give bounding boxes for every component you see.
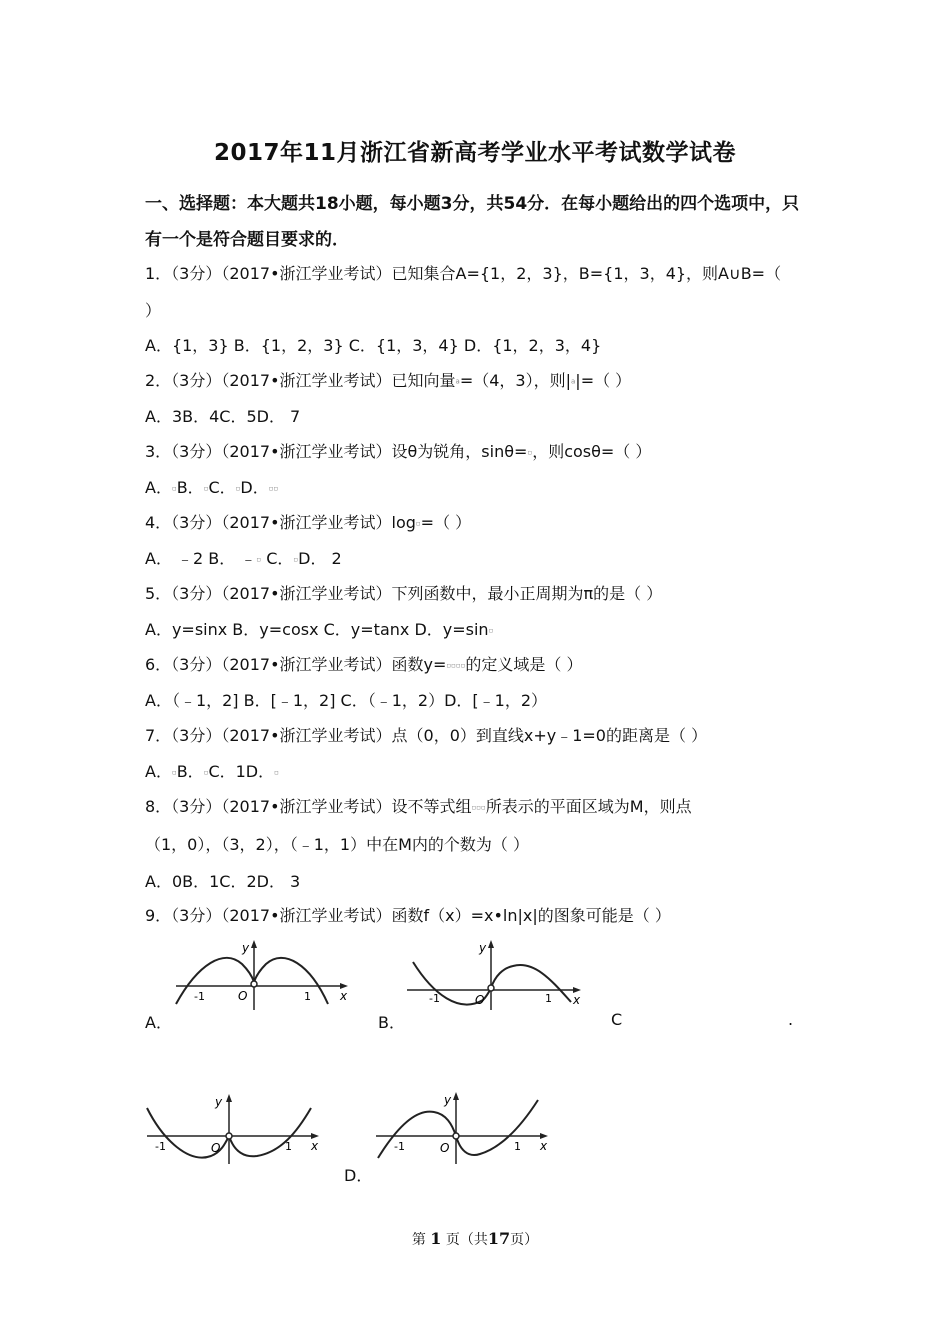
axis-x-label: x — [311, 1139, 319, 1153]
formula-image: ▫ — [171, 768, 177, 777]
question-7: 7．（3分）（2017•浙江学业考试）点（0，0）到直线x+y﹣1=0的距离是（ ） — [145, 726, 708, 745]
tick-1: 1 — [285, 1140, 292, 1153]
page-footer: 第 1 页（共17页） — [411, 1229, 539, 1248]
question-9: 9．（3分）（2017•浙江学业考试）函数f（x）=x•ln|x|的图象可能是（ ） — [145, 906, 671, 925]
vector-a-image: a — [571, 377, 576, 386]
option-b-label: B． — [378, 1013, 405, 1032]
answer-8: A．0B．1C．2D． 3 — [145, 872, 301, 891]
page-total: 17 — [487, 1229, 511, 1248]
graph-option-a — [172, 938, 352, 1012]
formula-image: ▫ — [274, 768, 279, 777]
exam-title: 2017年11月浙江省新高考学业水平考试数学试卷 — [213, 140, 737, 166]
answer-7: A．▫B．▫C．1D．▫ — [145, 762, 279, 781]
axis-x-label: x — [540, 1139, 548, 1153]
question-8: 8．（3分）（2017•浙江学业考试）设不等式组▫▫▫所表示的平面区域为M，则点 — [145, 797, 692, 816]
axis-x-label: x — [573, 993, 581, 1007]
graph-option-d — [374, 1092, 554, 1166]
question-4: 4．（3分）（2017•浙江学业考试）log▫=（ ） — [145, 513, 472, 532]
fraction-image: ▫ — [256, 555, 262, 564]
tick-1: 1 — [514, 1140, 521, 1153]
answer-4: A． ﹣2 B． ﹣▫ C．▫D． 2 — [145, 549, 342, 568]
tick-neg1: -1 — [394, 1140, 405, 1153]
fraction-image: ▫ — [293, 555, 299, 564]
answer-1: A．{1，3} B．{1，2，3} C．{1，3，4} D．{1，2，3，4} — [145, 336, 602, 355]
option-d-label: D． — [344, 1166, 373, 1185]
tick-1: 1 — [304, 990, 311, 1003]
graph-option-c — [145, 1092, 325, 1166]
fraction-image: ▫ — [488, 626, 494, 635]
axis-y-label: y — [242, 941, 250, 955]
section-heading: 一、选择题：本大题共18小题，每小题3分，共54分．在每小题给出的四个选项中，只有一个是符合题目要求的． — [145, 194, 800, 250]
formula-image: ▫ — [203, 484, 209, 493]
tick-neg1: -1 — [429, 992, 440, 1005]
formula-image: ▫▫ — [268, 484, 279, 493]
answer-2: A．3B．4C．5D． 7 — [145, 407, 301, 426]
tick-1: 1 — [545, 992, 552, 1005]
inequality-system-image: ▫▫▫ — [471, 803, 486, 812]
question-8-cont: （1，0），（3，2），（﹣1，1）中在M内的个数为（ ） — [145, 835, 529, 854]
answer-3: A．▫B．▫C．▫D．▫▫ — [145, 478, 279, 497]
question-2: 2．（3分）（2017•浙江学业考试）已知向量a=（4，3），则|a|=（ ） — [145, 371, 632, 390]
page-number: 1 — [430, 1229, 442, 1248]
option-c-label: C — [611, 1010, 623, 1029]
axis-y-label: y — [479, 941, 487, 955]
origin-label: O — [211, 1141, 221, 1155]
tick-neg1: -1 — [194, 990, 205, 1003]
formula-image: ▫ — [235, 484, 241, 493]
axis-y-label: y — [215, 1095, 223, 1109]
option-dot: . — [788, 1010, 794, 1029]
origin-label: O — [440, 1141, 450, 1155]
question-3: 3．（3分）（2017•浙江学业考试）设θ为锐角，sinθ=▫，则cosθ=（ ） — [145, 442, 652, 461]
fraction-image: ▫ — [527, 448, 533, 457]
origin-label: O — [238, 989, 248, 1003]
question-6: 6．（3分）（2017•浙江学业考试）函数y=▫▫▫▫的定义域是（ ） — [145, 655, 583, 674]
origin-label: O — [475, 993, 485, 1007]
question-1: 1．（3分）（2017•浙江学业考试）已知集合A={1，2，3}，B={1，3，4}，则A∪B=（ — [145, 264, 782, 283]
option-a-label: A． — [145, 1013, 172, 1032]
answer-5: A．y=sinx B．y=cosx C．y=tanx D．y=sin▫ — [145, 620, 494, 639]
formula-image: ▫▫▫▫ — [446, 661, 466, 670]
log-base-image: ▫ — [415, 519, 421, 528]
question-1-close: ） — [145, 301, 162, 320]
formula-image: ▫ — [203, 768, 209, 777]
formula-image: ▫ — [171, 484, 177, 493]
graph-option-b — [403, 938, 585, 1012]
tick-neg1: -1 — [155, 1140, 166, 1153]
vector-a-image: a — [455, 377, 460, 386]
question-5: 5．（3分）（2017•浙江学业考试）下列函数中，最小正周期为π的是（ ） — [145, 584, 663, 603]
axis-x-label: x — [340, 989, 348, 1003]
answer-6: A．（﹣1，2] B．[﹣1，2] C．（﹣1，2）D．[﹣1，2） — [145, 691, 547, 710]
axis-y-label: y — [444, 1093, 452, 1107]
